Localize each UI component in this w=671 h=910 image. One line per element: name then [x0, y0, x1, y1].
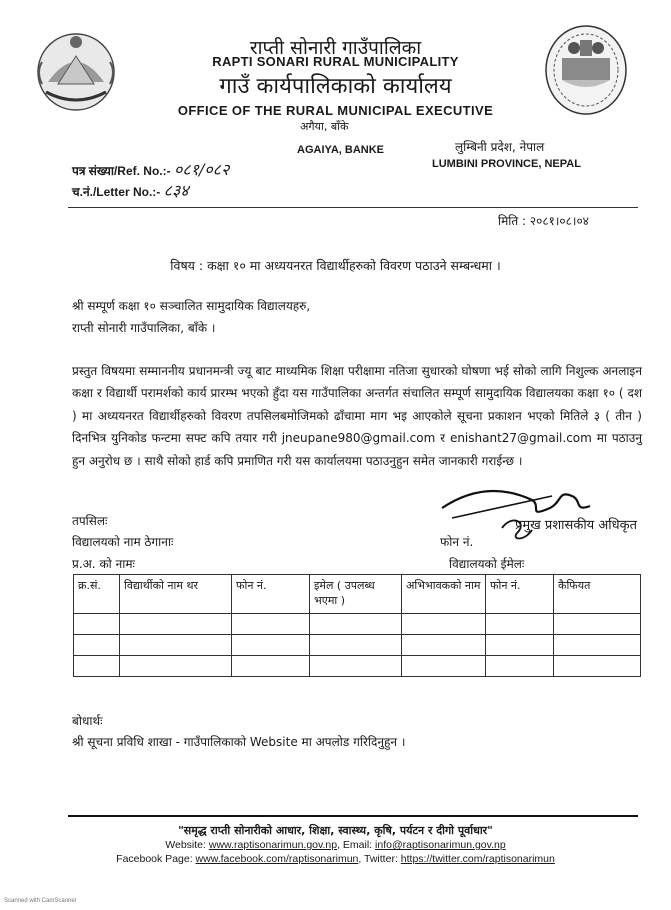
email-label: , Email: [337, 839, 373, 851]
province-np: लुम्बिनी प्रदेश, नेपाल [455, 140, 545, 154]
footer-contact [0, 839, 671, 851]
col-guardian-name: अभिभावकको नाम [402, 575, 486, 614]
col-guardian-phone: फोन नं. [486, 575, 554, 614]
office-name-np: गाउँ कार्यपालिकाको कार्यालय [219, 74, 452, 99]
table-header-row [74, 575, 641, 614]
office-name-en: OFFICE OF THE RURAL MUNICIPAL EXECUTIVE [177, 103, 494, 118]
table-cell [402, 635, 486, 656]
table-row [74, 656, 641, 677]
col-email: इमेल ( उपलब्ध भएमा ) [310, 575, 402, 614]
twitter-link[interactable]: https://twitter.com/raptisonarimun [400, 853, 555, 865]
col-remarks: कैफियत [554, 575, 641, 614]
scanner-watermark: Scanned with CamScanner [4, 898, 77, 904]
header-divider [68, 207, 638, 208]
table-cell [232, 656, 310, 677]
table-cell [554, 635, 641, 656]
table-row [74, 614, 641, 635]
footer-divider [68, 815, 638, 817]
website-link[interactable]: www.raptisonarimun.gov.np [208, 839, 338, 851]
table-cell [120, 635, 232, 656]
twitter-label: , Twitter: [358, 853, 398, 865]
student-details-table [73, 574, 641, 677]
footer-social [0, 853, 671, 865]
table-cell [120, 614, 232, 635]
letter-subject: विषय : कक्षा १० मा अध्ययनरत विद्यार्थीहरुको विवरण पठाउने सम्बन्धमा । [170, 258, 501, 273]
head-teacher-label: प्र.अ. को नामः [72, 557, 135, 571]
school-email-label: विद्यालयको ईमेलः [449, 557, 525, 571]
table-cell [232, 614, 310, 635]
table-cell [310, 635, 402, 656]
address-en: AGAIYA, BANKE [297, 144, 384, 156]
table-cell [310, 656, 402, 677]
letter-value: ८३४ [163, 181, 189, 200]
recipient-line-1: श्री सम्पूर्ण कक्षा १० सञ्चालित सामुदायिक विद्यालयहरु, [72, 299, 311, 313]
email-link[interactable]: info@raptisonarimun.gov.np [375, 839, 506, 851]
letter-number [72, 179, 189, 201]
phone-label: फोन नं. [440, 535, 474, 549]
footer-slogan: "समृद्ध राप्ती सोनारीको आधार, शिक्षा, स्वास्थ्य, कृषि, पर्यटन र दीगो पूर्वाधार" [178, 824, 493, 837]
school-name-label: विद्यालयको नाम ठेगानाः [72, 535, 174, 549]
table-cell [402, 614, 486, 635]
table-cell [554, 656, 641, 677]
table-cell [74, 614, 120, 635]
signatory-title: प्रमुख प्रशासकीय अधिकृत [515, 518, 638, 533]
col-phone: फोन नं. [232, 575, 310, 614]
table-cell [120, 656, 232, 677]
municipality-name-en: RAPTI SONARI RURAL MUNICIPALITY [212, 54, 459, 69]
table-cell [486, 635, 554, 656]
table-row [74, 635, 641, 656]
letter-body: प्रस्तुत विषयमा सम्माननीय प्रधानमन्त्री ज्यू बाट माध्यमिक शिक्षा परीक्षामा नतिजा सुधारको घोषणा भई सोको लागि निशुल्क अनलाइन कक्षा र विद्यार्थी परामर्शको कार्य प्रारम्भ भएको हुँदा यस गाउँपालिका अन्तर्गत संचालित सम्पूर्ण सामुदायिक विद्यालयका कक्षा १० ( दश ) मा अध्ययनरत विद्यार्थीहरुको विवरण तपसिलबमोजिमको ढाँचामा माग भइ आएकोले सूचना प्रकाशन भएको मितिले ३ ( तीन ) दिनभित्र युनिकोड फन्टमा सफ्ट कपि तयार गरी jneupane980@gmail.com र enishant27@gmail.com मा पठाउनु हुन अनुरोध छ । साथै सोको हार्ड कपि प्रमाणित गरी यस कार्यालयमा पठाउनुहुन समेत जानकारी गराईन्छ । [72, 364, 642, 468]
table-cell [402, 656, 486, 677]
table-cell [310, 614, 402, 635]
col-student-name: विद्यार्थीको नाम थर [120, 575, 232, 614]
facebook-link[interactable]: www.facebook.com/raptisonarimun [195, 853, 359, 865]
website-label: Website: [165, 839, 206, 851]
recipient-line-2: राप्ती सोनारी गाउँपालिका, बाँके । [72, 321, 216, 335]
table-cell [74, 635, 120, 656]
municipality-name-np: राप्ती सोनारी गाउँपालिका [249, 37, 422, 59]
table-cell [486, 656, 554, 677]
table-cell [232, 635, 310, 656]
address-np: अगैया, बाँके [300, 120, 349, 133]
facebook-label: Facebook Page: [116, 853, 193, 865]
col-serial: क्र.सं. [74, 575, 120, 614]
ref-label: पत्र संख्या/Ref. No.:- [72, 164, 171, 178]
table-cell [554, 614, 641, 635]
letter-label: च.नं./Letter No.:- [72, 185, 161, 199]
province-en: LUMBINI PROVINCE, NEPAL [432, 158, 581, 170]
cc-title: बोधार्थः [72, 714, 103, 728]
letter-date: मिति : २०८१।०८।०४ [498, 214, 589, 228]
annex-title: तपसिलः [72, 514, 108, 528]
table-cell [74, 656, 120, 677]
ref-value: ०८१/०८२ [173, 160, 230, 179]
reference-number [72, 158, 229, 180]
table-cell [486, 614, 554, 635]
cc-line: श्री सूचना प्रविधि शाखा - गाउँपालिकाको Website मा अपलोड गरिदिनुहुन । [72, 735, 406, 749]
